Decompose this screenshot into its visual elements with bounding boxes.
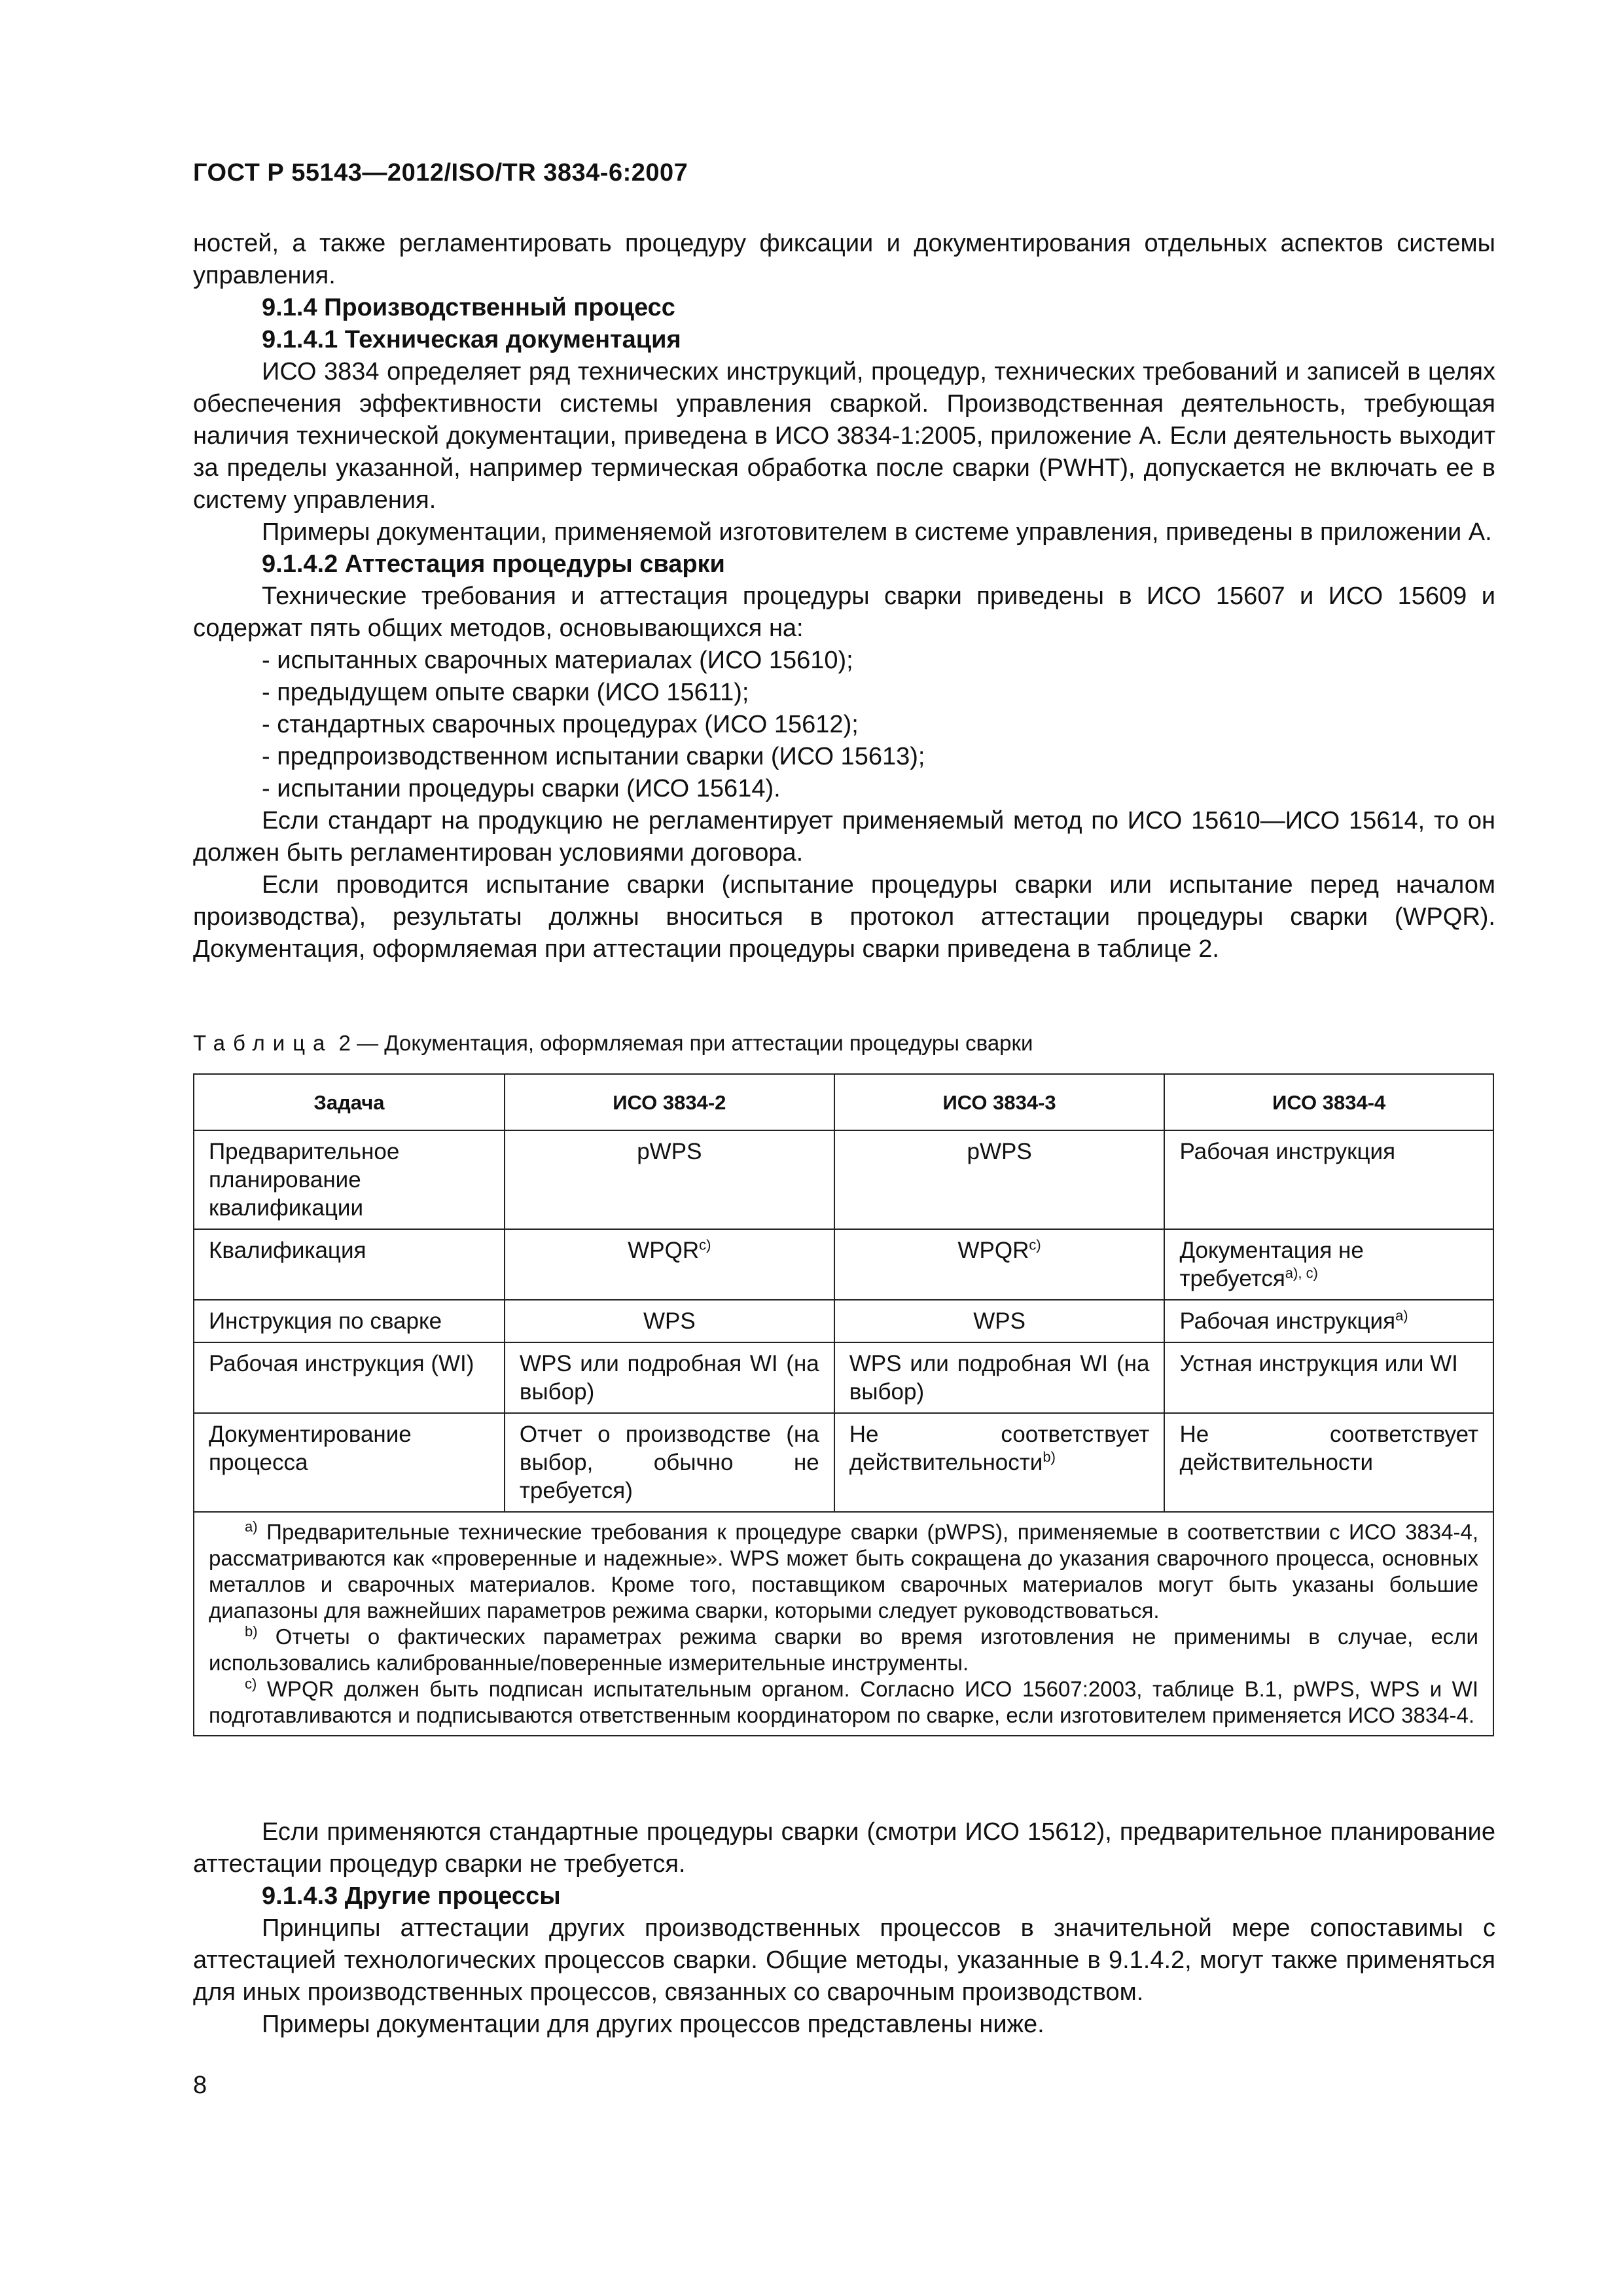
list-item: - испытании процедуры сварки (ИСО 15614).	[262, 775, 781, 802]
footnote-mark: b)	[245, 1623, 258, 1640]
cell-text: Не соответствует действительности	[849, 1422, 1150, 1475]
column-header: ИСО 3834-4	[1164, 1074, 1493, 1130]
table-notes	[194, 1512, 1493, 1736]
table-caption-text: 2 — Документация, оформляемая при аттестации процедуры сварки	[332, 1031, 1033, 1055]
table-cell	[1164, 1300, 1493, 1342]
cell-text: Документация не требуется	[1179, 1238, 1364, 1291]
table-cell: Рабочая инструкция	[1164, 1130, 1493, 1229]
section-heading: 9.1.4 Производственный процесс	[262, 294, 675, 321]
table-cell: Инструкция по сварке	[194, 1300, 505, 1342]
table-cell: pWPS	[505, 1130, 834, 1229]
subsection-heading: 9.1.4.2 Аттестация процедуры сварки	[262, 550, 725, 578]
column-header: ИСО 3834-2	[505, 1074, 834, 1130]
table-footnote	[209, 1624, 1478, 1676]
table-cell: Отчет о производстве (на выбор, обычно не требуется)	[505, 1413, 834, 1512]
table-caption-word: Таблица	[193, 1031, 333, 1055]
footnote-text: Предварительные технические требования к процедуре сварки (pWPS), применяемые в соответствии с ИСО 3834-4, рассматриваются как «проверенные и надежные». WPS может быть сокращена до указания сварочного процесса, основных металлов и сварочных материалов. Кроме того, поставщиком сварочных материалов могут быть указаны большие диапазоны для важнейших параметров режима сварки, которыми следует руководствоваться.	[209, 1520, 1478, 1623]
table-cell: pWPS	[834, 1130, 1165, 1229]
table-cell	[834, 1229, 1165, 1300]
table-header-row	[194, 1074, 1493, 1130]
footnote-mark: c)	[1029, 1236, 1041, 1253]
table-cell: WPS	[505, 1300, 834, 1342]
paragraph: ностей, а также регламентировать процедуру фиксации и документирования отдельных аспектов системы управления.	[193, 230, 1495, 289]
list-item: - испытанных сварочных материалах (ИСО 15610);	[262, 647, 853, 674]
table-row	[194, 1229, 1493, 1300]
footnote-mark: a), c)	[1285, 1265, 1318, 1282]
table-footnote	[209, 1676, 1478, 1729]
table-cell	[1164, 1229, 1493, 1300]
paragraph: Примеры документации, применяемой изготовителем в системе управления, приведены в приложении А.	[262, 518, 1492, 546]
table-cell: Предварительное планирование квалификации	[194, 1130, 505, 1229]
documentation-table	[193, 1073, 1494, 1736]
table-row	[194, 1130, 1493, 1229]
paragraph: Если стандарт на продукцию не регламентирует применяемый метод по ИСО 15610—ИСО 15614, то он должен быть регламентирован условиями договора.	[193, 807, 1495, 867]
paragraph: Технические требования и аттестация процедуры сварки приведены в ИСО 15607 и ИСО 15609 и содержат пять общих методов, основывающихся на:	[193, 583, 1495, 642]
text-block-top	[193, 228, 1495, 965]
footnote-text: Отчеты о фактических параметрах режима сварки во время изготовления не применимы в случае, если использовались калиброванные/поверенные измерительные инструменты.	[209, 1624, 1478, 1675]
table-footnote	[209, 1519, 1478, 1624]
cell-text: Рабочая инструкция	[1179, 1308, 1396, 1334]
paragraph: Примеры документации для других процессов представлены ниже.	[262, 2011, 1044, 2038]
table-cell: Устная инструкция или WI	[1164, 1342, 1493, 1413]
page-number: 8	[193, 2072, 207, 2099]
table-row	[194, 1413, 1493, 1512]
subsection-heading: 9.1.4.3 Другие процессы	[262, 1882, 561, 1910]
table-cell: WPS или подробная WI (на выбор)	[834, 1342, 1165, 1413]
table-row	[194, 1300, 1493, 1342]
table-cell: WPS или подробная WI (на выбор)	[505, 1342, 834, 1413]
table-cell: Рабочая инструкция (WI)	[194, 1342, 505, 1413]
column-header: ИСО 3834-3	[834, 1074, 1165, 1130]
table-notes-row	[194, 1512, 1493, 1736]
text-block-bottom	[193, 1816, 1495, 2041]
table-cell: Не соответствует действительности	[1164, 1413, 1493, 1512]
footnote-mark: c)	[245, 1676, 257, 1692]
table-cell	[505, 1229, 834, 1300]
cell-text: WPQR	[628, 1238, 700, 1263]
footnote-mark: c)	[699, 1236, 711, 1253]
table-cell: Документирование процесса	[194, 1413, 505, 1512]
subsection-heading: 9.1.4.1 Техническая документация	[262, 326, 681, 353]
paragraph: Если проводится испытание сварки (испытание процедуры сварки или испытание перед началом производства), результаты должны вноситься в протокол аттестации процедуры сварки (WPQR). Документация, оформляемая при аттестации процедуры сварки приведена в таблице 2.	[193, 871, 1495, 963]
paragraph: Принципы аттестации других производственных процессов в значительной мере сопоставимы с аттестацией технологических процессов сварки. Общие методы, указанные в 9.1.4.2, могут также применяться для иных производственных процессов, связанных со сварочным производством.	[193, 1914, 1495, 2006]
table-caption	[193, 1031, 1033, 1056]
footnote-mark: b)	[1043, 1448, 1056, 1465]
table-row	[194, 1342, 1493, 1413]
footnote-text: WPQR должен быть подписан испытательным органом. Согласно ИСО 15607:2003, таблице В.1, pWPS, WPS и WI подготавливаются и подписываются ответственным координатором по сварке, если изготовителем применяется ИСО 3834-4.	[209, 1677, 1478, 1727]
document-header: ГОСТ Р 55143—2012/ISO/TR 3834-6:2007	[193, 159, 688, 187]
column-header: Задача	[194, 1074, 505, 1130]
table-cell: WPS	[834, 1300, 1165, 1342]
footnote-mark: a)	[1395, 1307, 1408, 1324]
footnote-mark: a)	[245, 1518, 258, 1535]
list-item: - стандартных сварочных процедурах (ИСО 15612);	[262, 711, 859, 738]
paragraph: ИСО 3834 определяет ряд технических инструкций, процедур, технических требований и записей в целях обеспечения эффективности системы управления сваркой. Производственная деятельность, требующая наличия технической документации, приведена в ИСО 3834-1:2005, приложение А. Если деятельность выходит за пределы указанной, например термическая обработка после сварки (PWHT), допускается не включать ее в систему управления.	[193, 358, 1495, 514]
paragraph: Если применяются стандартные процедуры сварки (смотри ИСО 15612), предварительное планирование аттестации процедур сварки не требуется.	[193, 1818, 1495, 1878]
table-cell: Квалификация	[194, 1229, 505, 1300]
cell-text: WPQR	[957, 1238, 1029, 1263]
table-cell	[834, 1413, 1165, 1512]
list-item: - предыдущем опыте сварки (ИСО 15611);	[262, 679, 749, 706]
list-item: - предпроизводственном испытании сварки (ИСО 15613);	[262, 743, 925, 770]
